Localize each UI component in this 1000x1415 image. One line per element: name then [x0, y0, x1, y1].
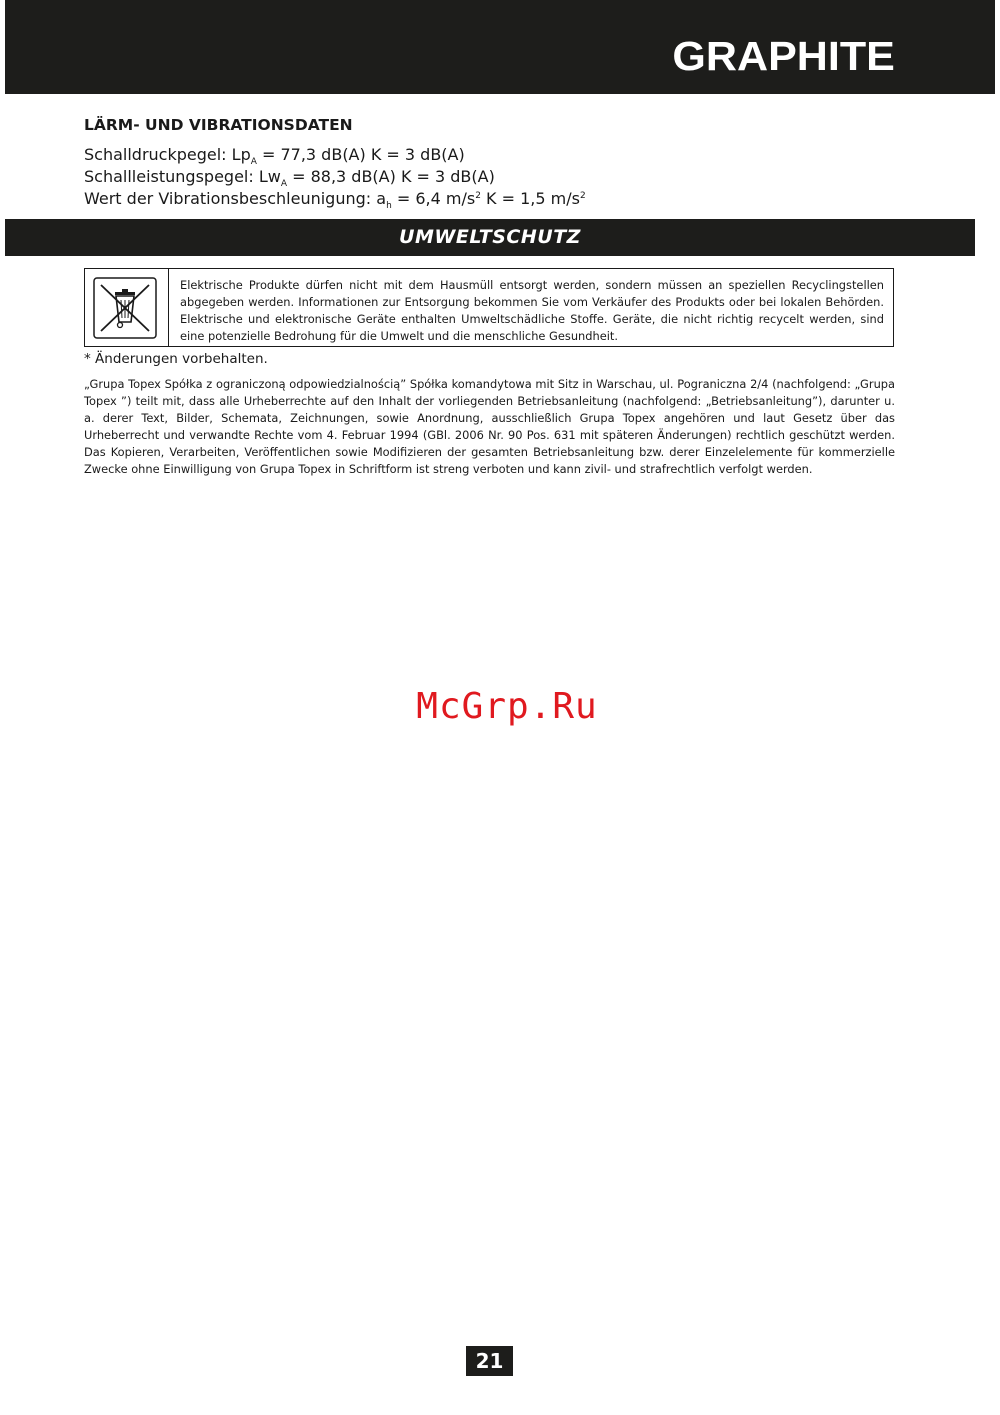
sound-pressure-line: Schalldruckpegel: $Lp_A = 77,3$ dB(A) K = 3 dB(A) — [84, 145, 465, 167]
brand-name: GRAPHITE — [672, 33, 895, 79]
changes-reserved-note: * Änderungen vorbehalten. — [84, 351, 268, 367]
environment-section-title: UMWELTSCHUTZ — [399, 226, 581, 248]
crossed-out-wheelie-bin-icon — [85, 269, 169, 346]
sound-power-line: Schallleistungspegel: $Lw_A = 88,3$ dB(A) K = 3 dB(A) — [84, 167, 495, 189]
noise-section-title: LÄRM- UND VIBRATIONSDATEN — [84, 116, 353, 134]
environment-section-header — [5, 219, 975, 256]
disposal-notice-box — [84, 268, 894, 347]
disposal-notice-text: Elektrische Produkte dürfen nicht mit dem Hausmüll entsorgt werden, sondern müssen an speziellen Recyclingstellen abgegeben werden. Informationen zur Entsorgung bekommen Sie vom Verkäufer des Produkts oder bei lokalen Behörden. Elektrische und elektronische Geräte enthalten Umweltschädliche Stoffe. Geräte, die nicht richtig recycelt werden, sind eine potenzielle Bedrohung für die Umwelt und die menschliche Gesundheit. — [180, 278, 884, 343]
page-number: 21 — [466, 1346, 513, 1376]
copyright-notice: „Grupa Topex Spółka z ograniczoną odpowiedzialnością” Spółka komandytowa mit Sitz in Warschau, ul. Pograniczna 2/4 (nachfolgend: „Grupa Topex ”) teilt mit, dass alle Urheberrechte auf den Inhalt der vorliegenden Betriebsanleitung (nachfolgend: „Betriebsanleitung”), darunter u. a. derer Text, Bilder, Schemata, Zeichnungen, sowie Anordnung, ausschließlich Grupa Topex angehören und laut Gesetz über das Urheberrecht und verwandte Rechte vom 4. Februar 1994 (GBl. 2006 Nr. 90 Pos. 631 mit späteren Änderungen) rechtlich geschützt werden. Das Kopieren, Verarbeiten, Veröffentlichen sowie Modifizieren der gesamten Betriebsanleitung bzw. derer Einzelelemente für kommerzielle Zwecke ohne Einwilligung von Grupa Topex in Schriftform ist streng verboten und kann zivil- und strafrechtlich verfolgt werden. — [84, 377, 895, 476]
watermark: McGrp.Ru — [416, 686, 598, 727]
vibration-line: Wert der Vibrationsbeschleunigung: $a_h = 6,4$ $m/s^2$ K = 1,5 $m/s^2$ — [84, 189, 586, 211]
graphite-logo — [672, 33, 895, 79]
header-bar — [5, 0, 995, 94]
